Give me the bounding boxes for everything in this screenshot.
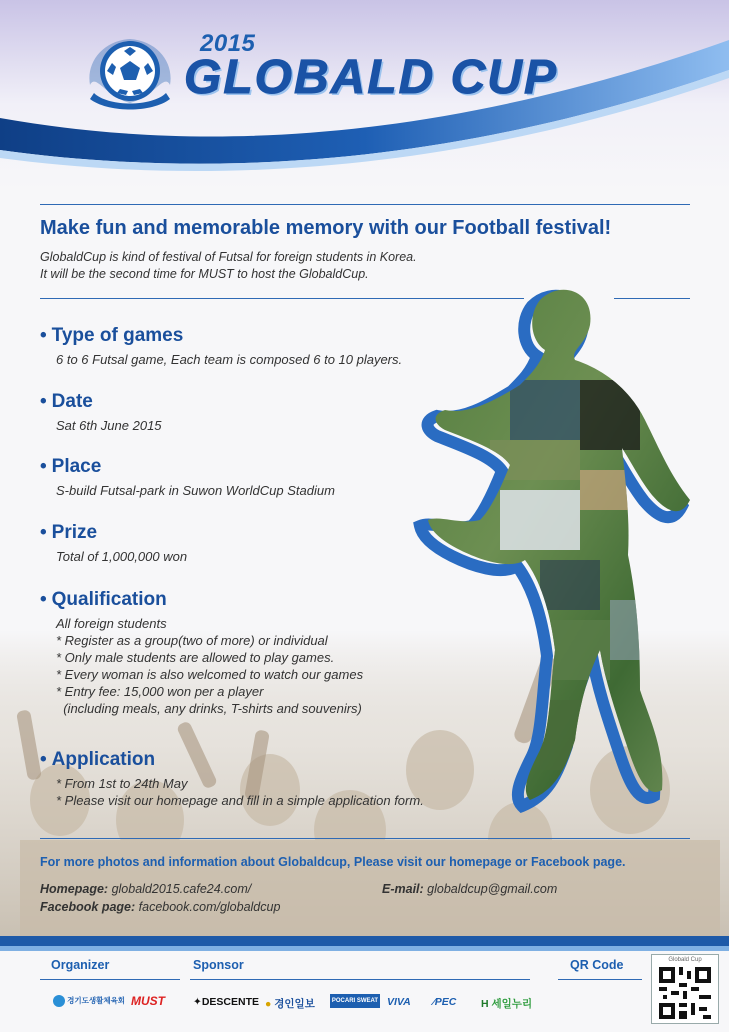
sponsor-logo-saeilnuri: H 세일누리: [481, 998, 533, 1010]
email-row: [382, 882, 557, 896]
intro-text: [40, 249, 417, 283]
organizer-divider: [40, 979, 180, 980]
sponsor-logo-pec: ⁄PEC: [433, 996, 457, 1008]
organizer-label: Organizer: [51, 958, 110, 972]
section-title: • Qualification: [40, 589, 167, 610]
section-prize: [40, 522, 187, 565]
homepage-label: Homepage:: [40, 882, 109, 896]
qr-code-icon: [659, 967, 711, 1019]
intro-line: It will be the second time for MUST to host the GlobaldCup.: [40, 267, 369, 281]
qr-caption: Globald Cup: [668, 957, 702, 963]
section-line: * Please visit our homepage and fill in a simple application form.: [56, 793, 424, 808]
logo-title: GLOBALD CUP: [184, 51, 558, 104]
facebook-link[interactable]: facebook.com/globaldcup: [138, 900, 281, 914]
section-place: [40, 456, 335, 499]
sponsor-label: Sponsor: [193, 958, 244, 972]
section-line: All foreign students: [56, 616, 167, 631]
section-type-of-games: [40, 325, 402, 368]
sponsor-logo-viva: VIVA: [387, 996, 411, 1008]
section-title: • Application: [40, 749, 156, 770]
sponsor-logo-kyeongin: ● 경인일보: [265, 998, 315, 1010]
intro-line: GlobaldCup is kind of festival of Futsal for foreign students in Korea.: [40, 250, 417, 264]
section-line: * Every woman is also welcomed to watch our games: [56, 667, 364, 682]
qr-divider: [558, 979, 642, 980]
sponsor-logo-pocari: POCARI SWEAT: [330, 994, 380, 1008]
section-title: • Place: [40, 456, 102, 477]
section-line: * Register as a group(two of more) or individual: [56, 633, 328, 648]
section-title: • Type of games: [40, 325, 184, 346]
email-label: E-mail:: [382, 882, 424, 896]
sponsor-divider: [190, 979, 530, 980]
section-line: * Entry fee: 15,000 won per a player: [56, 684, 264, 699]
section-line: 6 to 6 Futsal game, Each team is composed 6 to 10 players.: [56, 352, 403, 367]
bottom-band-light: [0, 946, 729, 951]
contact-note: For more photos and information about Globaldcup, Please visit our homepage or Facebook page.: [40, 855, 626, 869]
organizer-logo-gyeonggi: 경기도생활체육회: [53, 995, 125, 1007]
bottom-band: [0, 936, 729, 946]
soccer-ball-logo-icon: [84, 33, 176, 113]
sponsor-logo-descente: ✦DESCENTE: [193, 996, 259, 1008]
divider-footer: [40, 838, 690, 839]
section-title: • Date: [40, 391, 93, 412]
section-application: [40, 749, 424, 809]
divider-top: [40, 204, 690, 205]
player-collage-silhouette: [390, 270, 729, 830]
section-line: * Only male students are allowed to play games.: [56, 650, 335, 665]
contact-info: [40, 855, 700, 914]
qr-label: QR Code: [570, 958, 624, 972]
section-line: * From 1st to 24th May: [56, 776, 188, 791]
facebook-row: [40, 900, 280, 914]
headline: Make fun and memorable memory with our Football festival!: [40, 217, 612, 239]
email-link[interactable]: globaldcup@gmail.com: [427, 882, 558, 896]
homepage-link[interactable]: globald2015.cafe24.com/: [111, 882, 252, 896]
section-title: • Prize: [40, 522, 98, 543]
logo-year: 2015: [200, 30, 256, 57]
section-line: Total of 1,000,000 won: [56, 549, 188, 564]
facebook-label: Facebook page:: [40, 900, 136, 914]
gyeonggi-emblem-icon: [53, 995, 65, 1007]
section-line: Sat 6th June 2015: [56, 418, 162, 433]
qr-code: [651, 954, 719, 1024]
organizer-logo-must: MUST: [131, 994, 165, 1008]
section-date: [40, 391, 162, 434]
section-qualification: [40, 589, 363, 717]
homepage-row: [40, 882, 251, 896]
section-line: S-build Futsal-park in Suwon WorldCup Stadium: [56, 483, 335, 498]
section-line: (including meals, any drinks, T-shirts and souvenirs): [56, 701, 362, 716]
